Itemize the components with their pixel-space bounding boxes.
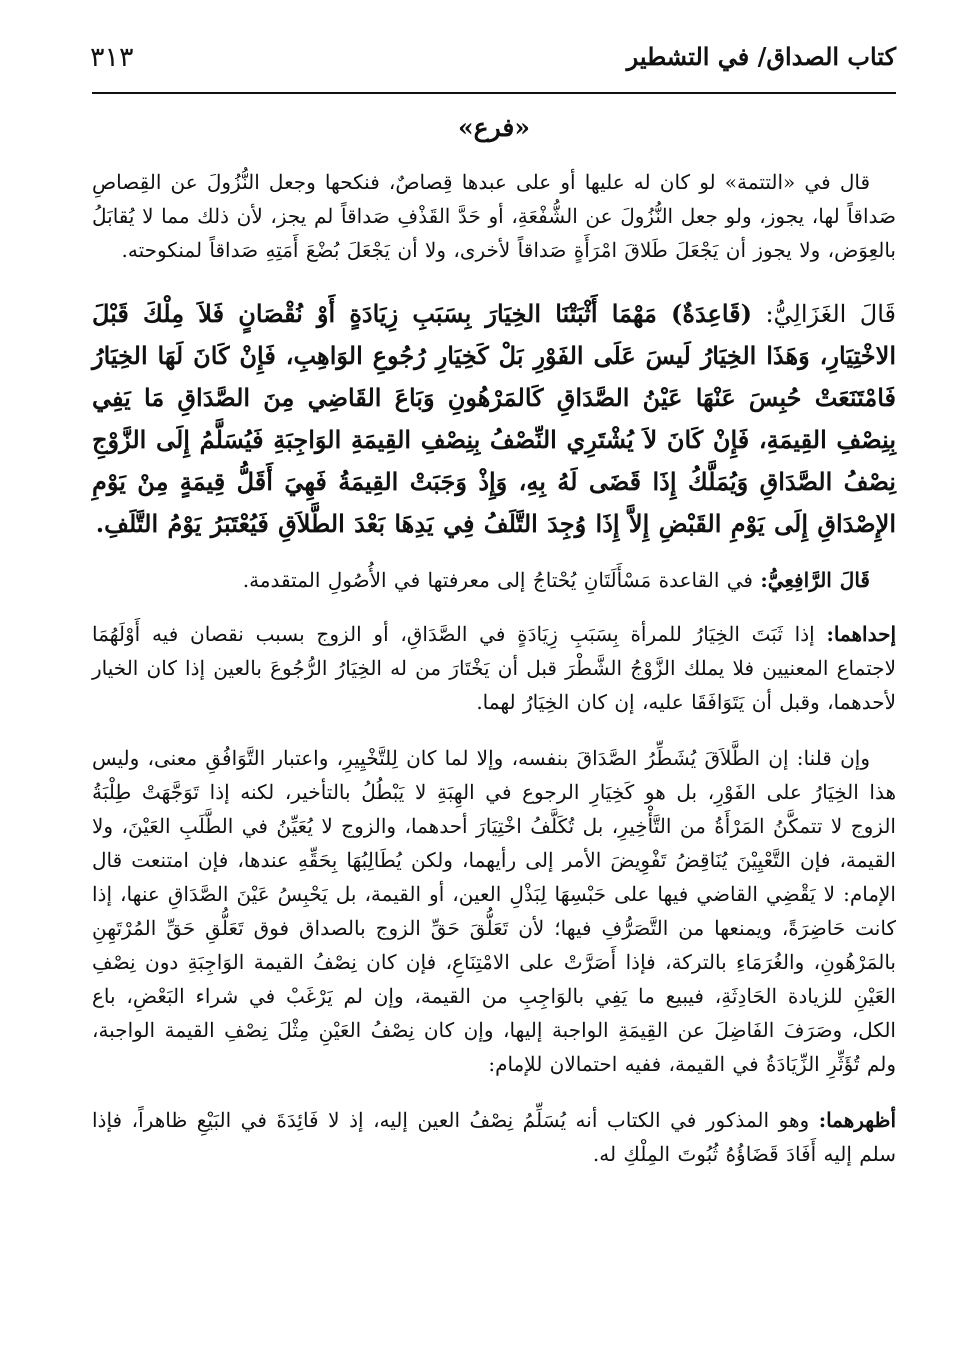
section-heading: «فرع» (458, 113, 530, 142)
ifqulna-paragraph: وإن قلنا: إن الطَّلاَقَ يُشَطِّرُ الصَّدَاقَ بنفسه، وإلا لما كان لِلتَّخْيِيرِ، واعتبار التَّوَافُقِ معنى، وليس هذا الخِيَارُ على الفَوْرِ، بل هو كَخِيَارِ الرجوع في الهِبَةِ لا يَبْطُلُ بالتأخير، لكنه إذا تَوَجَّهَتْ طِلْبَةُ الزوج لا تتمكَّنُ المَرْأَةُ من التَّأْخِيرِ، بل تُكَلَّفُ اخْتِيَارَ أحدهما، والزوج لا يُعَيِّنُ في الطَّلَبِ العَيْنَ، ولا القيمة، فإن التَّعْيِيْنَ يُنَاقِضُ تَفْوِيضَ الأمر إلى رأيهما، ولكن يُطَالِبُهَا بِحَقِّهِ عندها، فإن امتنعت قال الإمام: لا يَقْضِي القاضي فيها على حَبْسِهَا لِبَذْلِ العين، أو القيمة، بل يَحْبِسُ عَيْنَ الصَّدَاقِ عنها، إذا كانت حَاضِرَةً، ويمنعها من التَّصَرُّفِ فيها؛ لأن تَعَلُّقَ حَقِّ الزوج بالصداق فوق تَعَلُّقِ حَقِّ المُرْتَهِنِ بالمَرْهُونِ، والغُرَمَاءِ بالتركة، فإذا أَصَرَّتْ على الامْتِنَاعِ، فإن كان نِصْفُ القيمة الوَاجِبَةِ دون نِصْفِ العَيْنِ للزيادة الحَادِثَةِ، فيبيع ما يَفِي بالوَاجِبِ من القيمة، وإن لم يَرْغَبْ في شراء البَعْضِ، باع الكل، وصَرَفَ الفَاضِلَ عن القِيمَةِ الواجبة إليها، وإن كان نِصْفُ العَيْنِ مِثْلَ نِصْفِ القيمة الواجبة، ولم تُؤَثِّرِ الزِّيَادَةُ في القيمة، ففيه احتمالان للإمام: (92, 746, 896, 1076)
azharuhuma-paragraph (92, 1103, 896, 1171)
first-issue-text: إذا ثَبَتَ الخِيَارُ للمرأة بِسَبَبِ زِيَادَةٍ في الصَّدَاقِ، أو الزوج بسبب نقصان فيه أَوْلَهُمَا لاجتماع المعنيين فلا يملك الزَّوْجُ الشَّطْرَ قبل أن يَخْتَارَ من له الخِيَارُ الرُّجُوعَ بالعين إذا كان الخيار لأحدهما، وقبل أن يَتَوَافَقَا عليه، إن كان الخِيَارُ لهما. (92, 622, 896, 714)
rafii-label: قَالَ الرَّافِعِيُّ: (760, 568, 870, 592)
page-header (90, 38, 896, 88)
ghazali-text: (قَاعِدَةٌ) مَهْمَا أَثْبَتْنَا الخِيَارَ بِسَبَبِ زِيَادَةٍ أَوْ نُقْصَانٍ فَلاَ مِلْكَ قَبْلَ الاخْتِيَارِ، وَهَذَا الخِيَارُ لَيسَ عَلَى الفَوْرِ بَلْ كَخِيَارِ رُجُوعِ الوَاهِبِ، فَإِنْ كَانَ لَهَا الخِيَارُ فَامْتَنَعَتْ حُبِسَ عَنْهَا عَيْنُ الصَّدَاقِ كَالمَرْهُونِ وَبَاعَ القَاضِي مِنَ الصَّدَاقِ مَا يَفِي بِنِصْفِ القِيمَةِ، فَإِنْ كَانَ لاَ يُشْتَرِي النِّصْفُ بِنِصْفِ القِيمَةِ الوَاجِبَةِ فَيُسَلَّمُ إِلَى الزَّوْجِ نِصْفُ الصَّدَاقِ وَيُمَلَّكُ إِذَا قَضَى لَهُ بِهِ، وَإِذْ وَجَبَتْ القِيمَةُ فَهِيَ أَقَلُّ قِيمَةٍ مِنْ يَوْمِ الإِصْدَاقِ إِلَى يَوْمِ القَبْضِ إِلاَّ إِذَا وُجِدَ التَّلَفُ فِي يَدِهَا بَعْدَ الطَّلاَقِ فَيُعْتَبَرُ يَوْمُ التَّلَفِ. (92, 299, 896, 538)
ghazali-paragraph (92, 293, 896, 545)
rafii-text: في القاعدة مَسْأَلَتَانِ يُحْتاجُ إلى معرفتها في الأُصُولِ المتقدمة. (242, 568, 753, 592)
main-text (92, 165, 896, 1171)
azharuhuma-label: أظهرهما: (818, 1108, 897, 1132)
rafii-paragraph (92, 563, 896, 597)
running-title: كتاب الصداق/ في التشطير (626, 42, 896, 71)
first-issue-label: إحداهما: (826, 622, 897, 646)
header-rule (92, 92, 896, 94)
azharuhuma-text: وهو المذكور في الكتاب أنه يُسَلِّمُ نِصْفُ العين إليه، إذ لا فَائِدَةَ في البَيْعِ ظاهراً، فإذا سلم إليه أَفَادَ قَضَاؤُهُ ثُبُوتَ المِلْكِ له. (92, 1108, 896, 1166)
first-issue-paragraph (92, 617, 896, 719)
intro-paragraph: قال في «التتمة» لو كان له عليها أو على عبدها قِصاصٌ، فنكحها وجعل النُّزُولَ عن القِصاصِ صَداقاً لها، يجوز، ولو جعل النُّزُولَ عن الشُّفْعَةِ، أو حَدَّ القَذْفِ صَداقاً لم يجز، لأن ذلك مما لا يُقابَلُ بالعِوَض، ولا يجوز أن يَجْعَلَ طَلاقَ امْرَأَةٍ صَداقاً لأخرى، ولا أن يَجْعَلَ بُضْعَ أَمَتِهِ صَداقاً لمنكوحته. (92, 170, 896, 262)
ghazali-label: قَالَ الغَزَالِيُّ: (765, 300, 896, 328)
page-number: ٣١٣ (90, 42, 134, 73)
